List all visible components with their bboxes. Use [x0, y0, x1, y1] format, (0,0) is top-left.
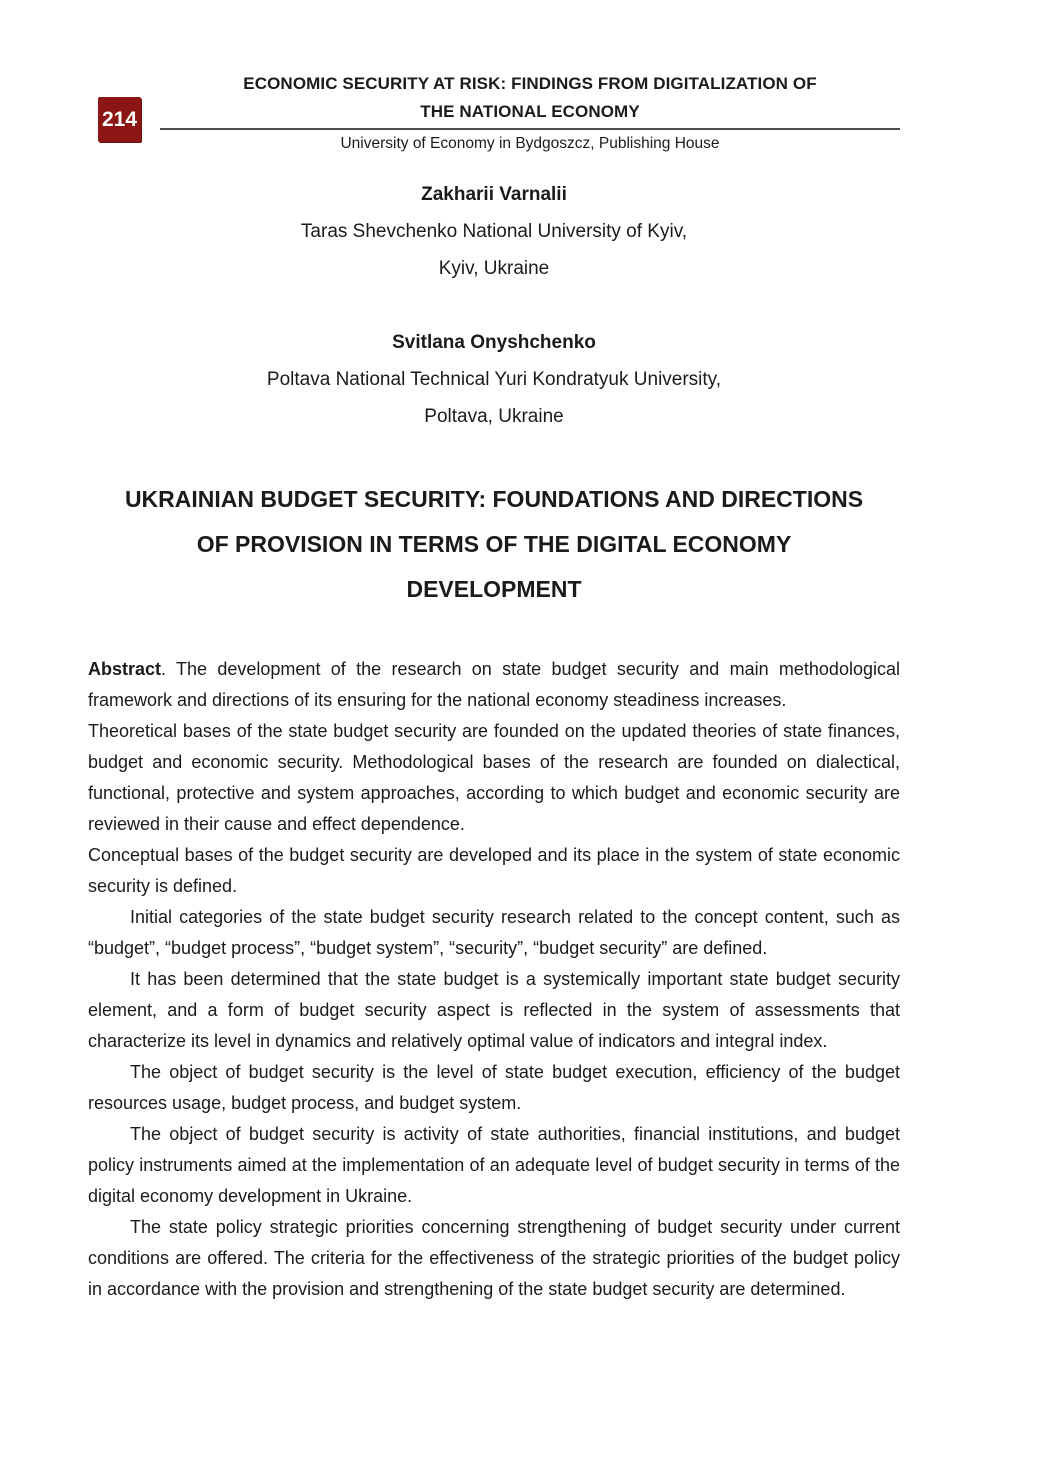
authors-section: [88, 176, 900, 435]
abstract-paragraph: The object of budget security is the level of state budget execution, efficiency of the budget resources usage, budget process, and budget system.: [88, 1062, 900, 1113]
abstract-paragraph-text: . The development of the research on state budget security and main methodological framework and directions of its ensuring for the national economy steadiness increases.: [88, 659, 900, 710]
book-title-line-2: THE NATIONAL ECONOMY: [420, 102, 640, 121]
book-title: [160, 70, 900, 126]
author-name: Zakharii Varnalii: [421, 184, 567, 205]
publisher-line: University of Economy in Bydgoszcz, Publishing House: [340, 135, 720, 152]
chapter-title-line-2: OF PROVISION IN TERMS OF THE DIGITAL ECONOMY: [196, 531, 792, 557]
abstract-section: [88, 654, 900, 1305]
abstract-paragraph: It has been determined that the state budget is a systemically important state budget security element, and a form of budget security aspect is reflected in the system of assessments that characterize its level in dynamics and relatively optimal value of indicators and integral index.: [88, 969, 900, 1051]
author-block-1: [88, 176, 900, 287]
abstract-paragraph: Initial categories of the state budget security research related to the concept content, such as “budget”, “budget process”, “budget system”, “security”, “budget security” are defined.: [88, 907, 900, 958]
abstract-paragraph: The object of budget security is activity of state authorities, financial institutions, and budget policy instruments aimed at the implementation of an adequate level of budget security in terms of the digital economy development in Ukraine.: [88, 1124, 900, 1206]
chapter-title-line-3: DEVELOPMENT: [406, 576, 582, 602]
author-affiliation: Poltava National Technical Yuri Kondratyuk University,: [266, 369, 722, 390]
chapter-title-line-1: UKRAINIAN BUDGET SECURITY: FOUNDATIONS AND DIRECTIONS: [124, 486, 864, 512]
header-text-block: [160, 70, 900, 156]
abstract-paragraph: Theoretical bases of the state budget security are founded on the updated theories of state finances, budget and economic security. Methodological bases of the research are founded on dialectical, functional, protective and system approaches, according to which budget and economic security are reviewed in their cause and effect dependence.: [88, 721, 900, 834]
abstract-paragraph: Conceptual bases of the budget security are developed and its place in the system of state economic security is defined.: [88, 845, 900, 896]
author-name: Svitlana Onyshchenko: [392, 332, 596, 353]
abstract-label: Abstract: [88, 659, 162, 679]
author-location: Poltava, Ukraine: [424, 406, 564, 427]
running-header: [88, 70, 900, 156]
page-number-badge: 214: [98, 97, 141, 142]
abstract-paragraph: The state policy strategic priorities concerning strengthening of budget security under current conditions are offered. The criteria for the effectiveness of the strategic priorities of the budget policy in accordance with the provision and strengthening of the state budget security are determined.: [88, 1217, 900, 1299]
chapter-title: [88, 477, 900, 612]
author-block-2: [88, 324, 900, 435]
book-title-line-1: ECONOMIC SECURITY AT RISK: FINDINGS FROM DIGITALIZATION OF: [243, 74, 817, 93]
abstract-paragraph: [88, 654, 900, 716]
header-rule: [160, 128, 900, 130]
author-affiliation: Taras Shevchenko National University of Kyiv,: [300, 221, 688, 242]
author-location: Kyiv, Ukraine: [438, 258, 550, 279]
